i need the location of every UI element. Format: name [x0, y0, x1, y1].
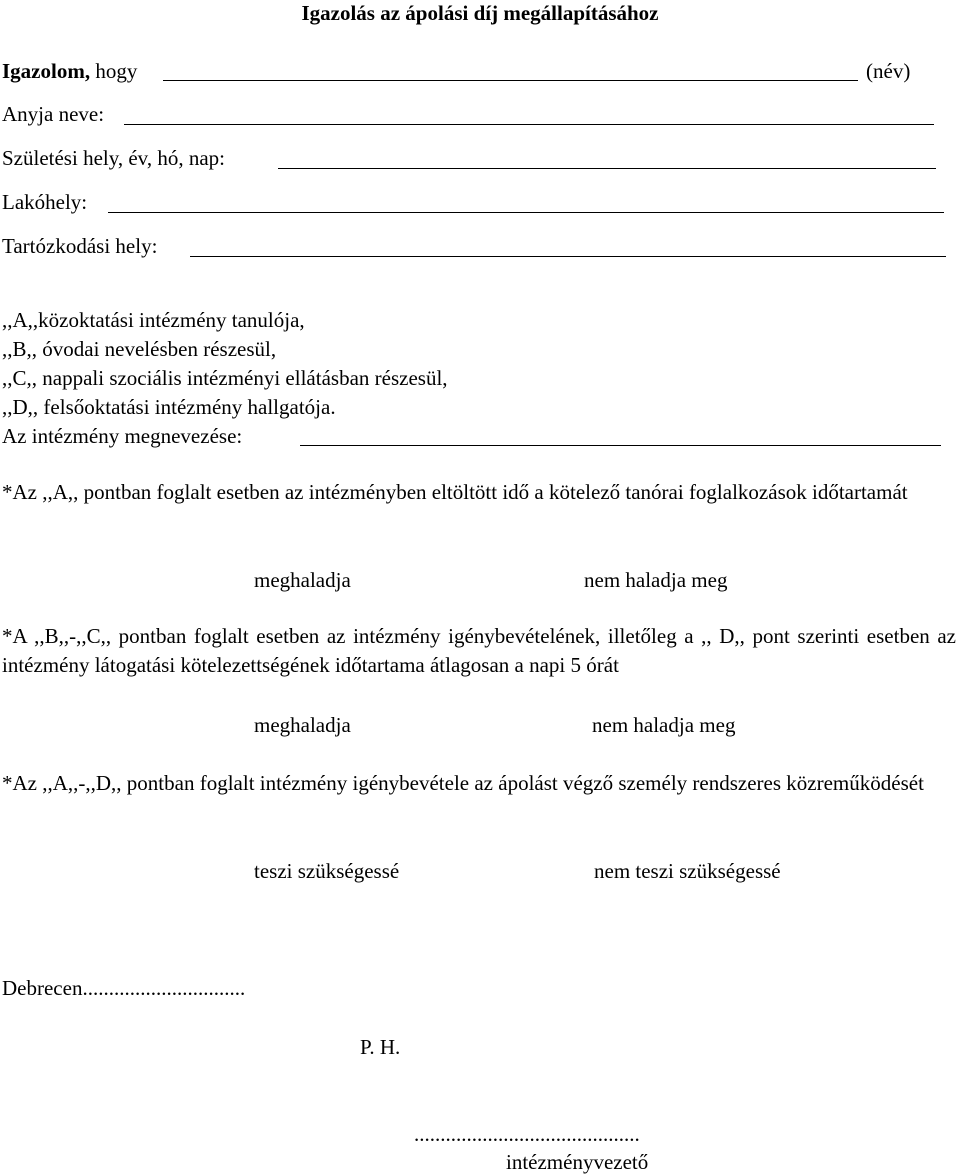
- mother-name-line[interactable]: [124, 124, 934, 125]
- section-ad-text: *Az ,,A,,-,,D,, pontban foglalt intézmény igénybevétele az ápolást végző személy rendszeres közreműködését: [2, 771, 924, 795]
- option-b[interactable]: ,,B,, óvodai nevelésben részesül,: [2, 337, 277, 361]
- section-a-choice-not-exceeds[interactable]: nem haladja meg: [584, 568, 728, 592]
- certify-label: [2, 61, 137, 82]
- document-title: Igazolás az ápolási díj megállapításához: [301, 1, 659, 25]
- mother-name-label: Anyja neve:: [2, 102, 105, 126]
- section-bcd-choice-exceeds[interactable]: meghaladja: [254, 713, 351, 737]
- name-blank-line[interactable]: [163, 80, 858, 81]
- section-ad-choice-not-necessary[interactable]: nem teszi szükségessé: [594, 859, 781, 883]
- residence-label: Lakóhely:: [2, 190, 88, 214]
- section-bcd-choice-not-exceeds[interactable]: nem haladja meg: [592, 713, 736, 737]
- section-ad-choice-necessary[interactable]: teszi szükségessé: [254, 859, 400, 883]
- birth-data-line[interactable]: [278, 168, 936, 169]
- stay-label: Tartózkodási hely:: [2, 234, 158, 258]
- institution-name-line[interactable]: [300, 445, 941, 446]
- certify-rest: hogy: [90, 59, 138, 83]
- residence-line[interactable]: [108, 212, 944, 213]
- name-suffix: (név): [866, 59, 911, 83]
- institution-name-label: Az intézmény megnevezése:: [2, 424, 243, 448]
- certify-bold: Igazolom,: [2, 59, 91, 83]
- section-a-text: *Az ,,A,, pontban foglalt esetben az intézményben eltöltött idő a kötelező tanórai foglalkozások időtartamát: [2, 480, 908, 504]
- stamp-placeholder: P. H.: [360, 1035, 401, 1059]
- stay-line[interactable]: [190, 256, 946, 257]
- signatory-title: intézményvezető: [506, 1150, 649, 1174]
- birth-data-label: Születési hely, év, hó, nap:: [2, 146, 225, 170]
- signature-line[interactable]: ...........................................: [414, 1122, 640, 1146]
- section-a-choice-exceeds[interactable]: meghaladja: [254, 568, 351, 592]
- section-bcd-text: *A ,,B,,-,,C,, pontban foglalt esetben az intézmény igénybevételének, illetőleg a ,, D,, pont szerinti esetben az intézmény látogatási kötelezettségének időtartama átlagosan a napi 5 órát: [2, 624, 956, 677]
- option-d[interactable]: ,,D,, felsőoktatási intézmény hallgatója.: [2, 395, 336, 419]
- option-a[interactable]: ,,A,,közoktatási intézmény tanulója,: [2, 308, 305, 332]
- option-c[interactable]: ,,C,, nappali szociális intézményi ellátásban részesül,: [2, 366, 448, 390]
- place-date[interactable]: Debrecen...............................: [2, 976, 246, 1000]
